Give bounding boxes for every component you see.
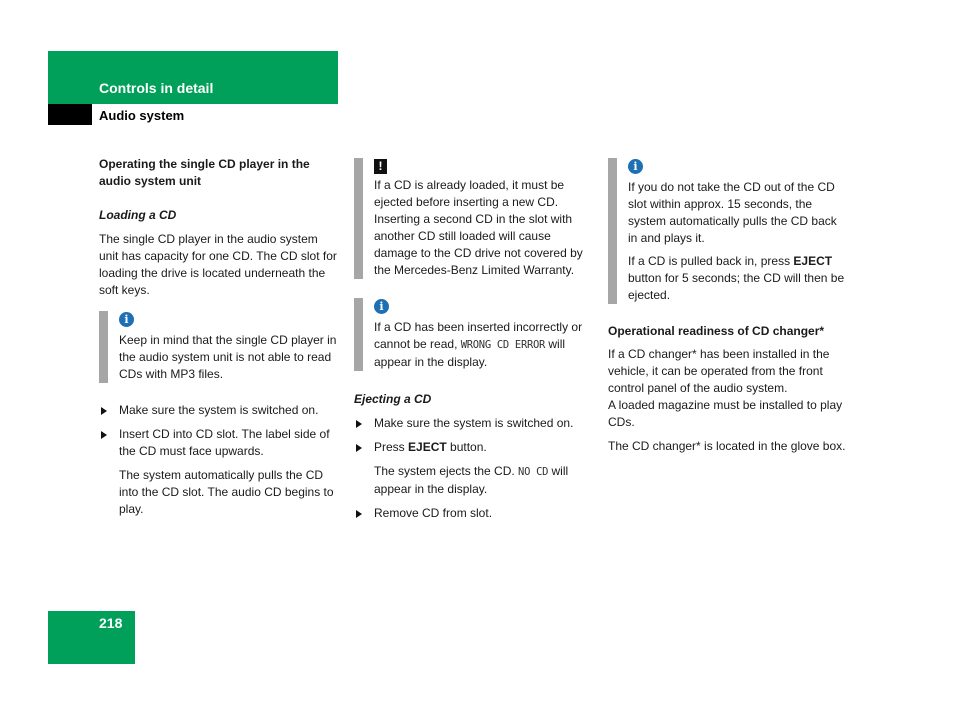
step-text: Make sure the system is switched on. [374, 416, 574, 430]
warning-note [354, 158, 592, 279]
info-icon: i [119, 312, 134, 327]
step-text: Make sure the system is switched on. [119, 403, 319, 417]
result-text: The system ejects the CD. NO CD will appear in the display. [374, 464, 569, 496]
step-item [354, 439, 592, 456]
page-number: 218 [99, 615, 123, 631]
note-bar [99, 311, 108, 383]
note-bar [354, 158, 363, 279]
step-item [354, 415, 592, 432]
display-message: WRONG CD ERROR [460, 339, 546, 351]
info-note [99, 311, 337, 383]
header-band [48, 51, 338, 104]
info-text: If a CD is pulled back in, press EJECT button for 5 seconds; the CD will then be ejected. [628, 254, 845, 302]
info-icon: i [628, 159, 643, 174]
note-bar [354, 298, 363, 371]
note-bar [608, 158, 617, 304]
column-middle [354, 158, 592, 522]
ejecting-heading: Ejecting a CD [354, 392, 432, 406]
subsection-title: Audio system [99, 108, 185, 123]
section-marker [48, 104, 92, 125]
warning-text: If a CD is already loaded, it must be ejected before inserting a new CD. Inserting a second CD in the slot with another CD still loaded will cause damage to the CD drive not covered by the Mercedes-Benz Limited Warranty. [374, 178, 583, 277]
info-note [354, 298, 592, 371]
info-text: If a CD has been inserted incorrectly or cannot be read, WRONG CD ERROR will appear in the display. [374, 320, 583, 369]
info-note [608, 158, 846, 304]
info-icon: i [374, 299, 389, 314]
eject-button-label: EJECT [793, 254, 833, 268]
column-left [99, 156, 337, 518]
warning-icon: ! [374, 159, 387, 174]
result-text: The system automatically pulls the CD into the CD slot. The audio CD begins to play. [119, 468, 334, 516]
note-text: Keep in mind that the single CD player in the audio system unit is not able to read CDs with MP3 files. [119, 333, 337, 381]
changer-text: The CD changer* is located in the glove box. [608, 439, 846, 453]
changer-heading: Operational readiness of CD changer* [608, 324, 825, 338]
loading-text: The single CD player in the audio system unit has capacity for one CD. The CD slot for loading the drive is located underneath the soft keys. [99, 232, 337, 297]
step-arrow-icon [101, 407, 107, 415]
step-text: Press EJECT button. [374, 440, 487, 454]
step-arrow-icon [356, 444, 362, 452]
display-message: NO CD [518, 466, 549, 478]
changer-text: If a CD changer* has been installed in the vehicle, it can be operated from the front control panel of the audio system. [608, 347, 830, 395]
loading-heading: Loading a CD [99, 208, 177, 222]
changer-text: A loaded magazine must be installed to play CDs. [608, 398, 843, 429]
step-item [99, 402, 337, 419]
step-arrow-icon [356, 420, 362, 428]
main-heading: Operating the single CD player in the audio system unit [99, 157, 310, 188]
eject-button-label: EJECT [408, 440, 447, 454]
step-text: Insert CD into CD slot. The label side of the CD must face upwards. [119, 427, 330, 458]
step-item [99, 426, 337, 460]
step-text: Remove CD from slot. [374, 506, 493, 520]
step-arrow-icon [356, 510, 362, 518]
step-item [354, 505, 592, 522]
section-title: Controls in detail [99, 80, 214, 96]
info-text: If you do not take the CD out of the CD slot within approx. 15 seconds, the system automatically pulls the CD back in and plays it. [628, 180, 837, 245]
step-arrow-icon [101, 431, 107, 439]
column-right [608, 158, 846, 455]
